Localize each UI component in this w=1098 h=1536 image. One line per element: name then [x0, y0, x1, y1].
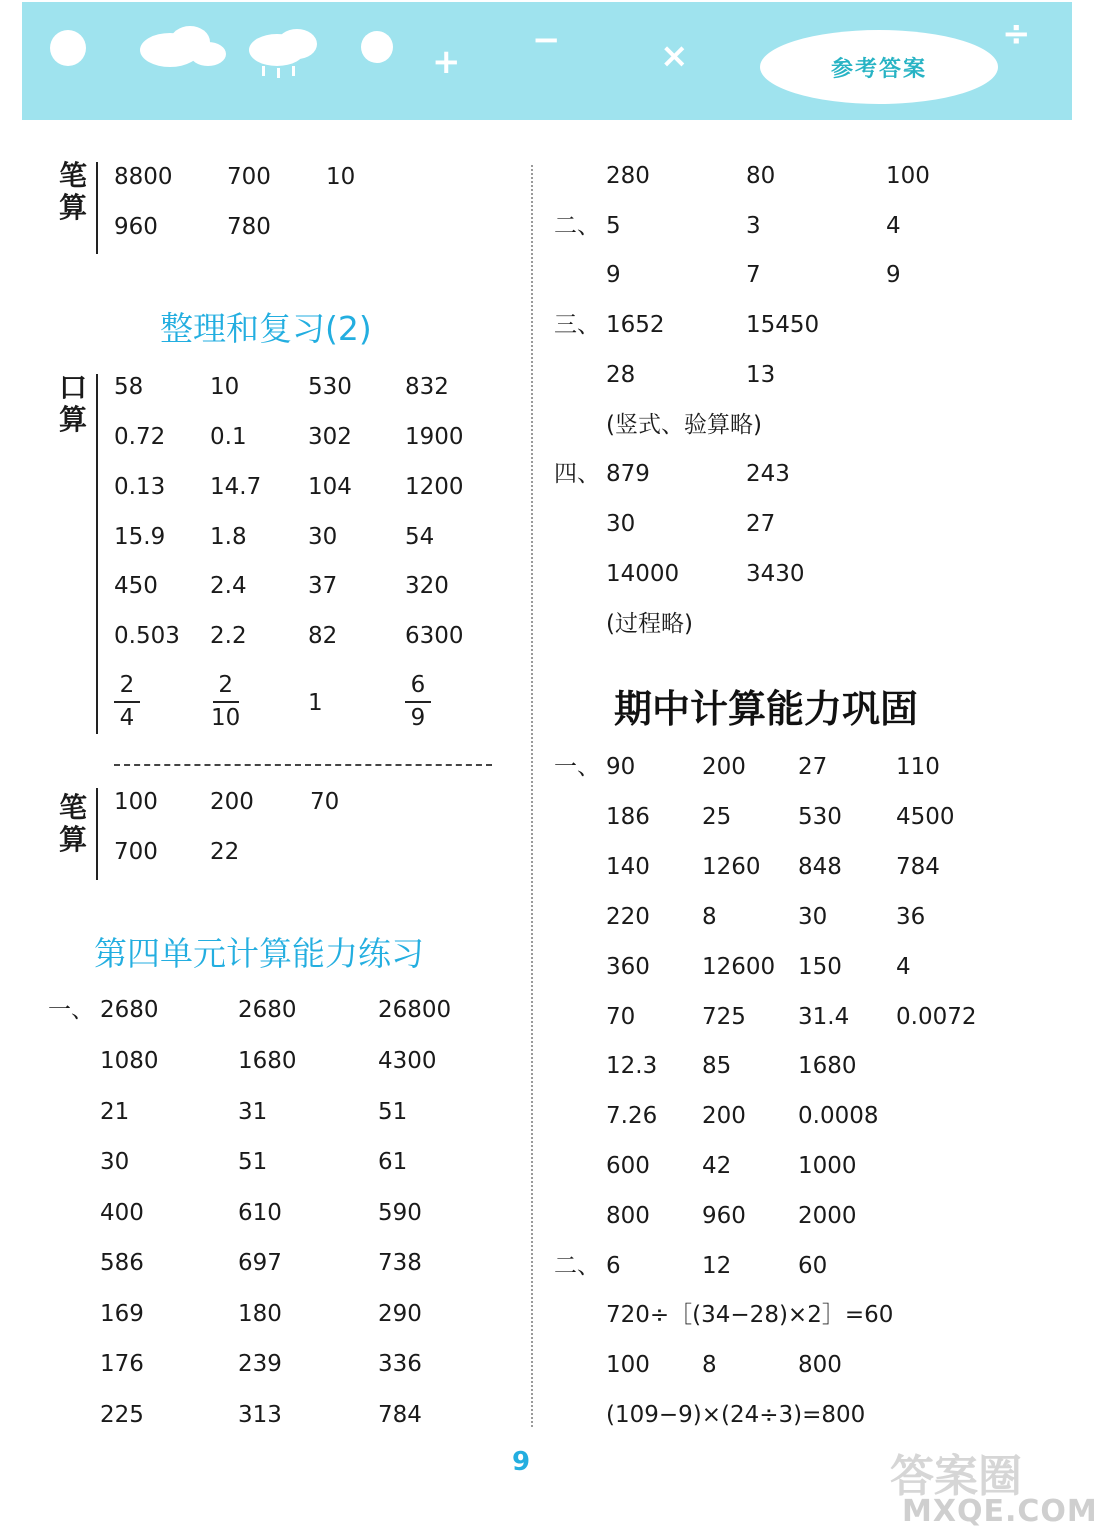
answer: 180 — [238, 1301, 282, 1327]
answer: 725 — [702, 1004, 746, 1030]
answer: 9 — [606, 262, 621, 288]
answer: 12600 — [702, 954, 776, 980]
answer: 27 — [746, 511, 776, 537]
answer: 60 — [798, 1253, 828, 1279]
watermark-logo: 答案圈 — [890, 1451, 1022, 1502]
answer: 700 — [227, 164, 271, 190]
section-title: 期中计算能力巩固 — [614, 687, 919, 731]
answer: 784 — [378, 1402, 422, 1428]
answer: 530 — [798, 804, 842, 830]
answer: 6300 — [405, 623, 464, 649]
answer: 530 — [308, 374, 352, 400]
answer: 80 — [746, 163, 776, 189]
answer: 590 — [378, 1200, 422, 1226]
answer: 3 — [746, 213, 761, 239]
answer: 0.0008 — [798, 1103, 879, 1129]
question-number: 四、 — [554, 461, 600, 487]
header-banner — [22, 2, 1072, 120]
answer: 200 — [702, 754, 746, 780]
fraction-bar — [405, 701, 431, 703]
numerator: 2 — [218, 672, 233, 698]
answer: 2680 — [100, 997, 159, 1023]
answer: 784 — [896, 854, 940, 880]
bracket-bar — [96, 788, 98, 880]
answer: 0.72 — [114, 424, 166, 450]
minus-symbol: − — [532, 20, 561, 60]
answer: 320 — [405, 573, 449, 599]
answer: 100 — [886, 163, 930, 189]
answer: 3430 — [746, 561, 805, 587]
answer: 22 — [210, 839, 240, 865]
answer: 2680 — [238, 997, 297, 1023]
fraction-bar — [213, 701, 239, 703]
answer: 4300 — [378, 1048, 437, 1074]
answer: 960 — [702, 1203, 746, 1229]
cloud-icon — [140, 26, 226, 67]
answer-key-badge: 参考答案 — [760, 30, 998, 104]
answer: 313 — [238, 1402, 282, 1428]
expression: 720÷［(34−28)×2］=60 — [606, 1302, 894, 1328]
answer: 1680 — [238, 1048, 297, 1074]
answer: 14000 — [606, 561, 680, 587]
section-title: 第四单元计算能力练习 — [94, 934, 424, 973]
section-title: 整理和复习(2) — [160, 309, 372, 348]
answer: 85 — [702, 1053, 732, 1079]
answer: 800 — [606, 1203, 650, 1229]
answer: 61 — [378, 1149, 408, 1175]
answer: 7.26 — [606, 1103, 658, 1129]
answer: 8 — [702, 904, 717, 930]
weather-icons — [22, 2, 442, 112]
question-number: 一、 — [48, 997, 94, 1023]
bracket-bar — [96, 374, 98, 734]
plus-symbol: + — [432, 42, 461, 82]
answer: 15450 — [746, 312, 820, 338]
answer: 26800 — [378, 997, 452, 1023]
answer: 879 — [606, 461, 650, 487]
answer: 27 — [798, 754, 828, 780]
sun-icon — [50, 30, 86, 66]
answer: 239 — [238, 1351, 282, 1377]
answer: 800 — [798, 1352, 842, 1378]
denominator: 9 — [410, 705, 426, 731]
answer: 697 — [238, 1250, 282, 1276]
answer: 30 — [606, 511, 636, 537]
answer: 15.9 — [114, 524, 166, 550]
question-number: 二、 — [554, 213, 600, 239]
times-symbol: × — [660, 36, 689, 76]
answer: 51 — [238, 1149, 268, 1175]
numerator: 6 — [410, 672, 426, 698]
denominator: 10 — [211, 705, 241, 731]
answer: 6 — [606, 1253, 621, 1279]
answer: 8 — [702, 1352, 717, 1378]
fraction-bar — [114, 701, 140, 703]
answer: 4 — [886, 213, 901, 239]
denominator: 4 — [119, 705, 135, 731]
answer: 70 — [310, 789, 340, 815]
answer: 600 — [606, 1153, 650, 1179]
answer: 0.0072 — [896, 1004, 977, 1030]
divide-symbol: ÷ — [1002, 14, 1031, 54]
question-number: 二、 — [554, 1253, 600, 1279]
answer: 14.7 — [210, 474, 262, 500]
answer: 186 — [606, 804, 650, 830]
answer: 25 — [702, 804, 732, 830]
answer: 8800 — [114, 164, 173, 190]
answer: 848 — [798, 854, 842, 880]
answer: 37 — [308, 573, 338, 599]
answer: 1 — [308, 690, 323, 716]
answer: 30 — [798, 904, 828, 930]
answer: 360 — [606, 954, 650, 980]
answer: 176 — [100, 1351, 144, 1377]
answer: 104 — [308, 474, 352, 500]
note: (过程略) — [606, 611, 693, 637]
answer: 10 — [210, 374, 240, 400]
answer: 82 — [308, 623, 338, 649]
answer: 1080 — [100, 1048, 159, 1074]
answer: 0.1 — [210, 424, 247, 450]
answer: 1260 — [702, 854, 761, 880]
answer: 780 — [227, 214, 271, 240]
answer: 960 — [114, 214, 158, 240]
answer: 243 — [746, 461, 790, 487]
answer: 2.4 — [210, 573, 247, 599]
bisuan-label: 笔算 — [58, 159, 87, 225]
answer: 51 — [378, 1099, 408, 1125]
page-number: 9 — [512, 1447, 531, 1477]
answer: 586 — [100, 1250, 144, 1276]
answer: 700 — [114, 839, 158, 865]
rain-cloud-icon — [249, 29, 317, 78]
question-number: 三、 — [554, 312, 600, 338]
answer: 30 — [308, 524, 338, 550]
answer: 1.8 — [210, 524, 247, 550]
answer: 54 — [405, 524, 435, 550]
answer: 31.4 — [798, 1004, 850, 1030]
answer: 336 — [378, 1351, 422, 1377]
answer: 450 — [114, 573, 158, 599]
answer: 1680 — [798, 1053, 857, 1079]
answer: 169 — [100, 1301, 144, 1327]
answer: 90 — [606, 754, 636, 780]
answer: 400 — [100, 1200, 144, 1226]
fraction — [114, 674, 140, 730]
answer: 610 — [238, 1200, 282, 1226]
expression: (109−9)×(24÷3)=800 — [606, 1402, 866, 1428]
answer: 2.2 — [210, 623, 247, 649]
answer: 58 — [114, 374, 144, 400]
dashed-separator — [114, 764, 492, 766]
answer: 0.13 — [114, 474, 166, 500]
answer: 4 — [896, 954, 911, 980]
answer: 36 — [896, 904, 926, 930]
answer: 4500 — [896, 804, 955, 830]
answer: 31 — [238, 1099, 268, 1125]
answer: 100 — [606, 1352, 650, 1378]
answer: 70 — [606, 1004, 636, 1030]
answer: 150 — [798, 954, 842, 980]
kousuan-label: 口算 — [58, 371, 87, 437]
answer: 280 — [606, 163, 650, 189]
answer: 110 — [896, 754, 940, 780]
answer: 5 — [606, 213, 621, 239]
answer: 12.3 — [606, 1053, 658, 1079]
answer: 200 — [702, 1103, 746, 1129]
answer: 1652 — [606, 312, 665, 338]
answer: 832 — [405, 374, 449, 400]
answer: 140 — [606, 854, 650, 880]
answer: 7 — [746, 262, 761, 288]
answer: 302 — [308, 424, 352, 450]
answer: 738 — [378, 1250, 422, 1276]
answer: 10 — [326, 164, 356, 190]
answer: 13 — [746, 362, 776, 388]
note: (竖式、验算略) — [606, 412, 762, 438]
watermark-url: MXQE.COM — [902, 1494, 1098, 1529]
answer: 1000 — [798, 1153, 857, 1179]
answer: 42 — [702, 1153, 732, 1179]
column-divider — [531, 165, 533, 1427]
answer: 290 — [378, 1301, 422, 1327]
bracket-bar — [96, 162, 98, 254]
answer: 0.503 — [114, 623, 180, 649]
answer: 30 — [100, 1149, 130, 1175]
fraction — [211, 674, 240, 730]
answer: 1900 — [405, 424, 464, 450]
answer: 225 — [100, 1402, 144, 1428]
answer: 9 — [886, 262, 901, 288]
fraction — [405, 674, 431, 730]
bisuan-label: 笔算 — [58, 791, 87, 857]
answer: 2000 — [798, 1203, 857, 1229]
snowflake-icon — [361, 31, 393, 63]
answer: 12 — [702, 1253, 732, 1279]
answer: 28 — [606, 362, 636, 388]
question-number: 一、 — [554, 754, 600, 780]
answer: 200 — [210, 789, 254, 815]
answer: 21 — [100, 1099, 130, 1125]
numerator: 2 — [119, 672, 135, 698]
answer: 100 — [114, 789, 158, 815]
answer: 220 — [606, 904, 650, 930]
answer: 1200 — [405, 474, 464, 500]
